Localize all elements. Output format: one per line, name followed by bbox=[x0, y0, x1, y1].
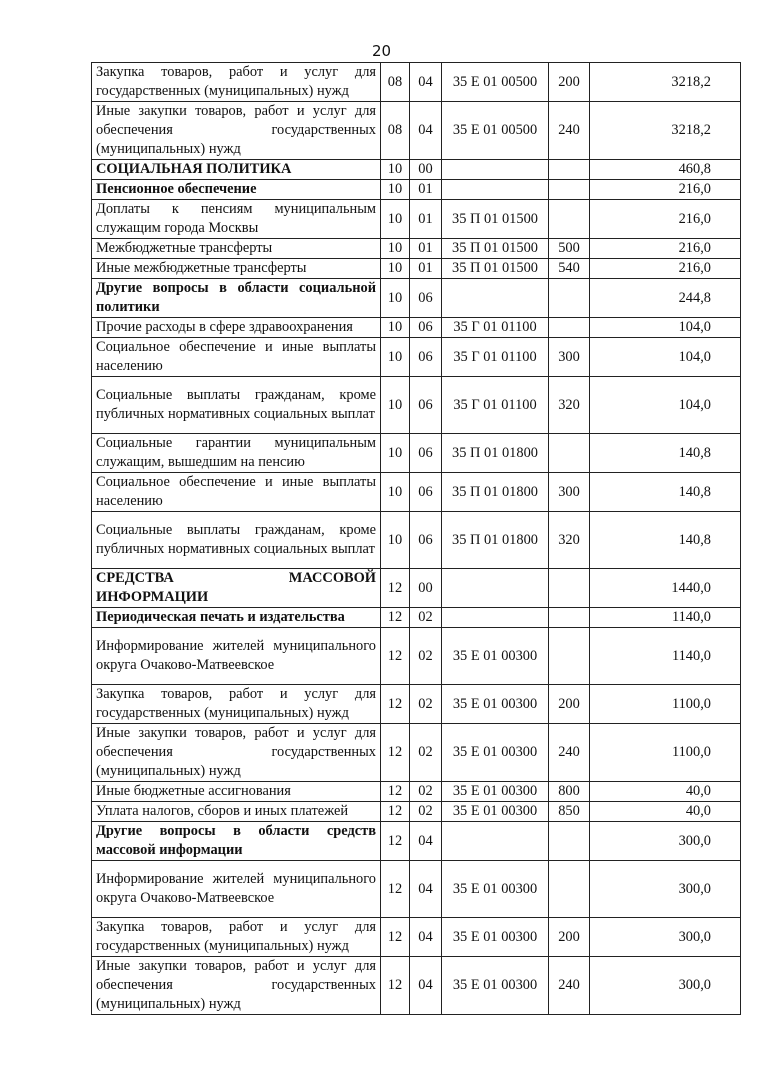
row-expense-type: 540 bbox=[549, 259, 590, 279]
row-target-article: 35 Е 01 00300 bbox=[442, 802, 549, 822]
row-target-article bbox=[442, 569, 549, 608]
row-subsection-code: 01 bbox=[410, 180, 442, 200]
row-amount: 104,0 bbox=[590, 318, 741, 338]
row-target-article: 35 Е 01 00300 bbox=[442, 918, 549, 957]
row-section-code: 12 bbox=[381, 569, 410, 608]
row-target-article: 35 П 01 01500 bbox=[442, 239, 549, 259]
row-section-code: 12 bbox=[381, 918, 410, 957]
table-row bbox=[92, 802, 741, 822]
row-subsection-code: 04 bbox=[410, 822, 442, 861]
table-row bbox=[92, 259, 741, 279]
row-name: Прочие расходы в сфере здравоохранения bbox=[92, 318, 381, 338]
row-section-code: 10 bbox=[381, 239, 410, 259]
row-amount: 40,0 bbox=[590, 802, 741, 822]
row-expense-type bbox=[549, 569, 590, 608]
row-expense-type: 240 bbox=[549, 724, 590, 782]
table-row bbox=[92, 608, 741, 628]
row-expense-type: 300 bbox=[549, 473, 590, 512]
table-row bbox=[92, 918, 741, 957]
row-section-code: 12 bbox=[381, 782, 410, 802]
table-row bbox=[92, 63, 741, 102]
row-amount: 300,0 bbox=[590, 957, 741, 1015]
row-section-code: 10 bbox=[381, 512, 410, 569]
row-amount: 140,8 bbox=[590, 434, 741, 473]
row-expense-type: 200 bbox=[549, 685, 590, 724]
row-subsection-code: 06 bbox=[410, 377, 442, 434]
row-section-code: 12 bbox=[381, 628, 410, 685]
row-subsection-code: 00 bbox=[410, 160, 442, 180]
row-amount: 1140,0 bbox=[590, 608, 741, 628]
table-row bbox=[92, 685, 741, 724]
row-target-article bbox=[442, 279, 549, 318]
row-target-article: 35 Е 01 00500 bbox=[442, 102, 549, 160]
budget-table bbox=[91, 62, 741, 1015]
row-expense-type bbox=[549, 318, 590, 338]
row-target-article bbox=[442, 180, 549, 200]
row-expense-type: 320 bbox=[549, 377, 590, 434]
row-name: Социальные выплаты гражданам, кроме публичных нормативных социальных выплат bbox=[92, 512, 381, 569]
row-subsection-code: 06 bbox=[410, 473, 442, 512]
row-subsection-code: 04 bbox=[410, 957, 442, 1015]
row-expense-type bbox=[549, 628, 590, 685]
row-name: Другие вопросы в области средств массовой информации bbox=[92, 822, 381, 861]
row-subsection-code: 01 bbox=[410, 200, 442, 239]
row-amount: 40,0 bbox=[590, 782, 741, 802]
row-subsection-code: 02 bbox=[410, 685, 442, 724]
row-section-code: 10 bbox=[381, 318, 410, 338]
table-row bbox=[92, 434, 741, 473]
table-row bbox=[92, 279, 741, 318]
row-subsection-code: 01 bbox=[410, 239, 442, 259]
row-target-article: 35 Г 01 01100 bbox=[442, 318, 549, 338]
table-row bbox=[92, 318, 741, 338]
table-row bbox=[92, 628, 741, 685]
row-section-code: 10 bbox=[381, 377, 410, 434]
row-expense-type bbox=[549, 160, 590, 180]
table-row bbox=[92, 724, 741, 782]
row-target-article: 35 П 01 01800 bbox=[442, 473, 549, 512]
table-row bbox=[92, 160, 741, 180]
row-name: Информирование жителей муниципального округа Очаково-Матвеевское bbox=[92, 628, 381, 685]
row-subsection-code: 01 bbox=[410, 259, 442, 279]
row-subsection-code: 06 bbox=[410, 318, 442, 338]
row-section-code: 10 bbox=[381, 473, 410, 512]
row-section-code: 12 bbox=[381, 957, 410, 1015]
row-section-code: 10 bbox=[381, 200, 410, 239]
row-amount: 104,0 bbox=[590, 338, 741, 377]
row-amount: 216,0 bbox=[590, 239, 741, 259]
row-target-article: 35 Г 01 01100 bbox=[442, 338, 549, 377]
row-expense-type bbox=[549, 180, 590, 200]
row-amount: 104,0 bbox=[590, 377, 741, 434]
row-subsection-code: 04 bbox=[410, 918, 442, 957]
row-section-code: 10 bbox=[381, 338, 410, 377]
row-target-article: 35 Е 01 00300 bbox=[442, 685, 549, 724]
table-row bbox=[92, 822, 741, 861]
row-subsection-code: 06 bbox=[410, 338, 442, 377]
row-section-code: 10 bbox=[381, 434, 410, 473]
table-row bbox=[92, 239, 741, 259]
row-target-article: 35 Е 01 00300 bbox=[442, 957, 549, 1015]
row-target-article: 35 Е 01 00500 bbox=[442, 63, 549, 102]
row-name: Социальное обеспечение и иные выплаты населению bbox=[92, 338, 381, 377]
row-expense-type: 800 bbox=[549, 782, 590, 802]
table-row bbox=[92, 957, 741, 1015]
row-name: Периодическая печать и издательства bbox=[92, 608, 381, 628]
row-name: Закупка товаров, работ и услуг для государственных (муниципальных) нужд bbox=[92, 918, 381, 957]
row-expense-type: 240 bbox=[549, 102, 590, 160]
row-section-code: 10 bbox=[381, 279, 410, 318]
row-name: Социальные гарантии муниципальным служащим, вышедшим на пенсию bbox=[92, 434, 381, 473]
row-target-article: 35 П 01 01500 bbox=[442, 200, 549, 239]
table-row bbox=[92, 512, 741, 569]
row-target-article: 35 Е 01 00300 bbox=[442, 861, 549, 918]
row-section-code: 12 bbox=[381, 685, 410, 724]
row-section-code: 12 bbox=[381, 724, 410, 782]
row-section-code: 10 bbox=[381, 160, 410, 180]
row-amount: 3218,2 bbox=[590, 63, 741, 102]
row-name: Иные межбюджетные трансферты bbox=[92, 259, 381, 279]
table-row bbox=[92, 861, 741, 918]
row-subsection-code: 04 bbox=[410, 63, 442, 102]
row-subsection-code: 02 bbox=[410, 628, 442, 685]
row-name: Доплаты к пенсиям муниципальным служащим города Москвы bbox=[92, 200, 381, 239]
row-name: Уплата налогов, сборов и иных платежей bbox=[92, 802, 381, 822]
row-target-article: 35 П 01 01500 bbox=[442, 259, 549, 279]
row-amount: 300,0 bbox=[590, 822, 741, 861]
row-subsection-code: 00 bbox=[410, 569, 442, 608]
row-name: Иные закупки товаров, работ и услуг для обеспечения государственных (муниципальных) нужд bbox=[92, 724, 381, 782]
page-number: 20 bbox=[371, 42, 392, 60]
row-expense-type bbox=[549, 279, 590, 318]
row-subsection-code: 06 bbox=[410, 512, 442, 569]
table-row bbox=[92, 200, 741, 239]
row-expense-type bbox=[549, 822, 590, 861]
row-section-code: 12 bbox=[381, 861, 410, 918]
row-target-article: 35 П 01 01800 bbox=[442, 434, 549, 473]
row-expense-type bbox=[549, 200, 590, 239]
table-row bbox=[92, 377, 741, 434]
row-subsection-code: 04 bbox=[410, 102, 442, 160]
row-amount: 244,8 bbox=[590, 279, 741, 318]
table-row bbox=[92, 782, 741, 802]
row-name: Закупка товаров, работ и услуг для государственных (муниципальных) нужд bbox=[92, 63, 381, 102]
row-expense-type bbox=[549, 434, 590, 473]
row-amount: 1140,0 bbox=[590, 628, 741, 685]
row-subsection-code: 02 bbox=[410, 802, 442, 822]
row-expense-type: 300 bbox=[549, 338, 590, 377]
row-section-code: 12 bbox=[381, 822, 410, 861]
row-section-code: 10 bbox=[381, 259, 410, 279]
row-target-article: 35 Е 01 00300 bbox=[442, 724, 549, 782]
row-target-article: 35 Е 01 00300 bbox=[442, 628, 549, 685]
row-name: Социальное обеспечение и иные выплаты населению bbox=[92, 473, 381, 512]
row-target-article bbox=[442, 822, 549, 861]
row-name: Иные бюджетные ассигнования bbox=[92, 782, 381, 802]
row-name: Иные закупки товаров, работ и услуг для обеспечения государственных (муниципальных) нужд bbox=[92, 102, 381, 160]
row-amount: 216,0 bbox=[590, 200, 741, 239]
row-subsection-code: 02 bbox=[410, 782, 442, 802]
budget-table-body bbox=[92, 63, 741, 1015]
row-section-code: 10 bbox=[381, 180, 410, 200]
row-amount: 140,8 bbox=[590, 473, 741, 512]
row-expense-type: 240 bbox=[549, 957, 590, 1015]
table-row bbox=[92, 102, 741, 160]
row-amount: 1100,0 bbox=[590, 685, 741, 724]
row-section-code: 12 bbox=[381, 802, 410, 822]
row-expense-type: 850 bbox=[549, 802, 590, 822]
row-target-article: 35 Г 01 01100 bbox=[442, 377, 549, 434]
row-amount: 216,0 bbox=[590, 180, 741, 200]
row-amount: 300,0 bbox=[590, 861, 741, 918]
row-amount: 216,0 bbox=[590, 259, 741, 279]
row-amount: 300,0 bbox=[590, 918, 741, 957]
table-row bbox=[92, 338, 741, 377]
row-expense-type: 200 bbox=[549, 63, 590, 102]
row-subsection-code: 06 bbox=[410, 279, 442, 318]
row-amount: 1100,0 bbox=[590, 724, 741, 782]
row-target-article bbox=[442, 160, 549, 180]
row-expense-type bbox=[549, 861, 590, 918]
table-row bbox=[92, 473, 741, 512]
row-name: Другие вопросы в области социальной политики bbox=[92, 279, 381, 318]
table-row bbox=[92, 569, 741, 608]
row-subsection-code: 02 bbox=[410, 724, 442, 782]
row-expense-type: 320 bbox=[549, 512, 590, 569]
row-name: Информирование жителей муниципального округа Очаково-Матвеевское bbox=[92, 861, 381, 918]
row-name: Иные закупки товаров, работ и услуг для обеспечения государственных (муниципальных) нужд bbox=[92, 957, 381, 1015]
row-amount: 3218,2 bbox=[590, 102, 741, 160]
row-name: Пенсионное обеспечение bbox=[92, 180, 381, 200]
row-expense-type: 500 bbox=[549, 239, 590, 259]
row-expense-type: 200 bbox=[549, 918, 590, 957]
row-amount: 1440,0 bbox=[590, 569, 741, 608]
row-expense-type bbox=[549, 608, 590, 628]
row-section-code: 08 bbox=[381, 102, 410, 160]
row-section-code: 12 bbox=[381, 608, 410, 628]
row-name: Межбюджетные трансферты bbox=[92, 239, 381, 259]
row-target-article: 35 Е 01 00300 bbox=[442, 782, 549, 802]
row-section-code: 08 bbox=[381, 63, 410, 102]
row-subsection-code: 06 bbox=[410, 434, 442, 473]
row-name: Закупка товаров, работ и услуг для государственных (муниципальных) нужд bbox=[92, 685, 381, 724]
row-name: Социальные выплаты гражданам, кроме публичных нормативных социальных выплат bbox=[92, 377, 381, 434]
row-name: СРЕДСТВА МАССОВОЙ ИНФОРМАЦИИ bbox=[92, 569, 381, 608]
row-target-article: 35 П 01 01800 bbox=[442, 512, 549, 569]
row-target-article bbox=[442, 608, 549, 628]
row-subsection-code: 02 bbox=[410, 608, 442, 628]
row-amount: 460,8 bbox=[590, 160, 741, 180]
row-name: СОЦИАЛЬНАЯ ПОЛИТИКА bbox=[92, 160, 381, 180]
table-row bbox=[92, 180, 741, 200]
row-amount: 140,8 bbox=[590, 512, 741, 569]
row-subsection-code: 04 bbox=[410, 861, 442, 918]
